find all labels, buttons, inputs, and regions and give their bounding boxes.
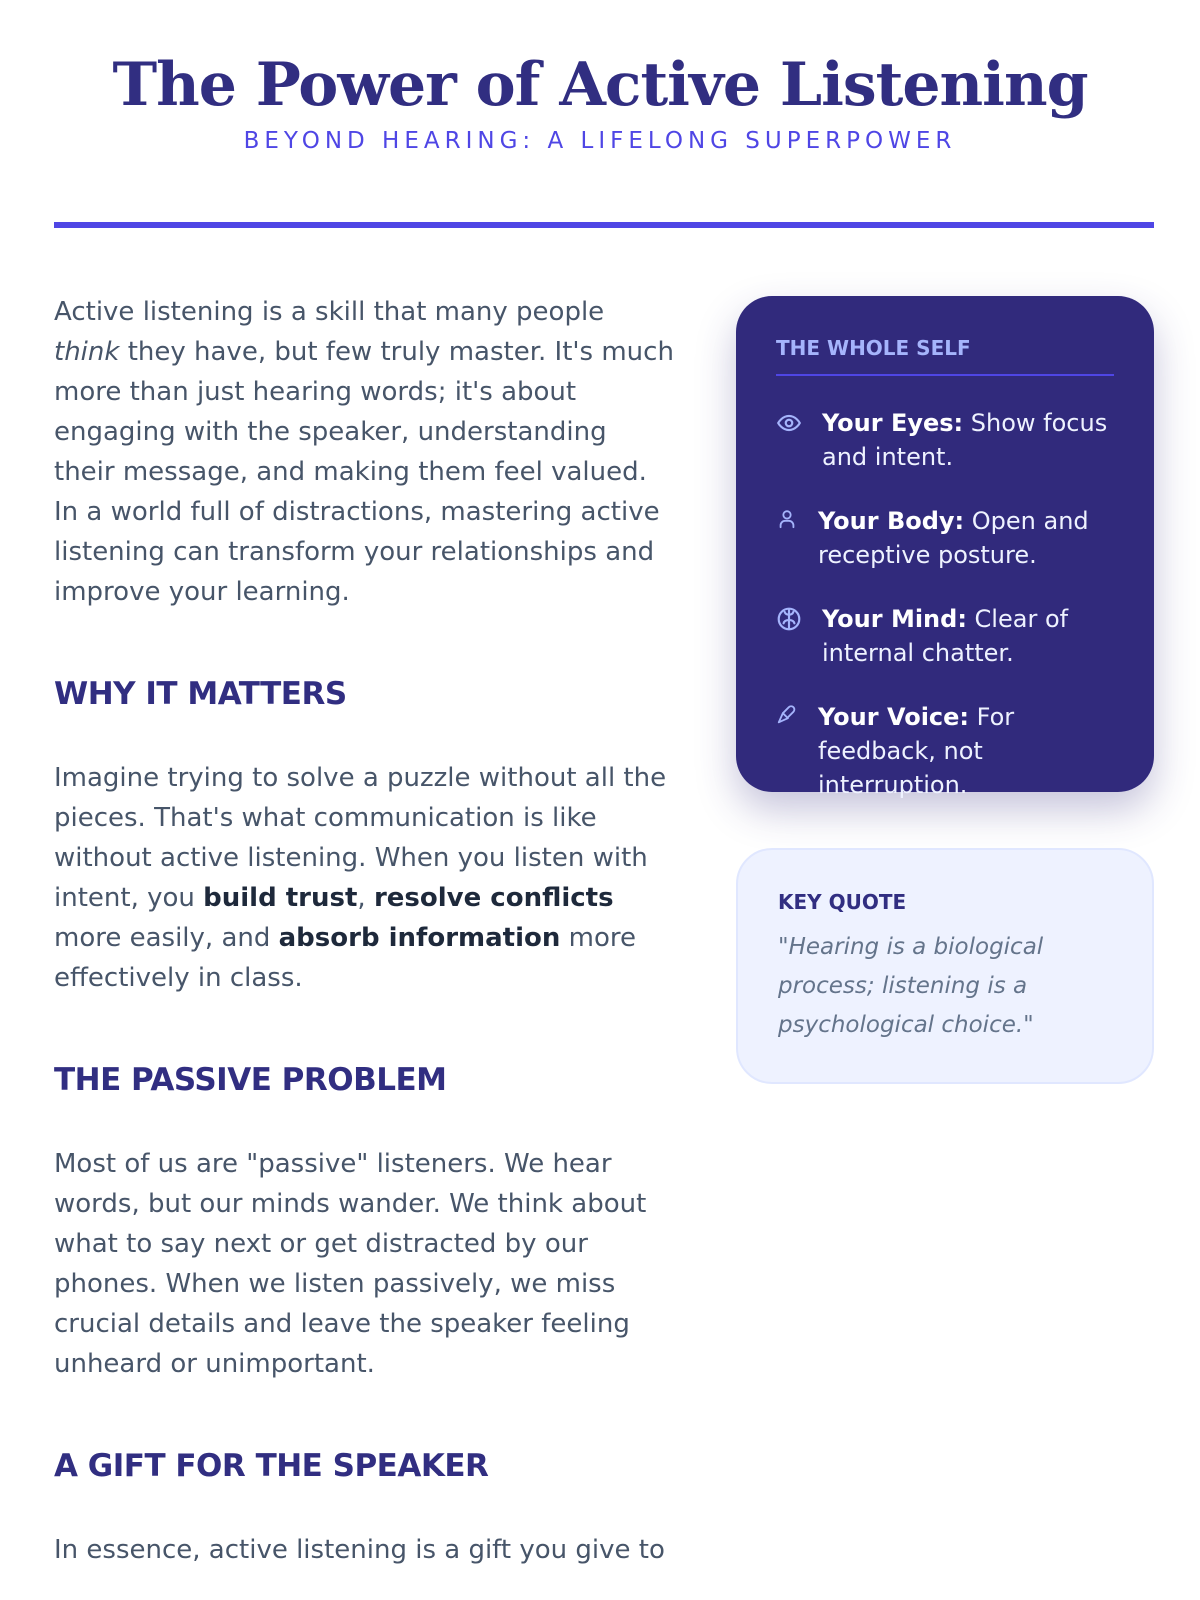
why-text-2: more easily, and [54, 923, 279, 953]
why-bold-2: resolve conflicts [373, 883, 614, 913]
whole-self-text-body [818, 504, 1114, 572]
section-heading-why-it-matters: WHY IT MATTERS [54, 676, 347, 712]
body-description: Open and receptive posture. [818, 507, 1089, 569]
key-quote-card [736, 848, 1154, 1084]
gift-paragraph: In essence, active listening is a gift you give to [54, 1535, 665, 1565]
mind-description: Clear of internal chatter. [822, 605, 1069, 667]
body-label: Your Body: [818, 507, 965, 535]
eye-icon [776, 410, 802, 436]
eyes-description: Show focus and intent. [822, 409, 1108, 471]
whole-self-title: THE WHOLE SELF [776, 336, 1114, 376]
section-heading-gift-for-speaker: A GIFT FOR THE SPEAKER [54, 1448, 489, 1484]
key-quote-title: KEY QUOTE [778, 890, 907, 914]
intro-paragraph [54, 292, 674, 612]
passive-problem-paragraph: Most of us are "passive" listeners. We hear words, but our minds wander. We think about what to say next or get distracted by our phones. When we listen passively, we miss crucial details and leave the speaker feeling unheard or unimportant. [54, 1149, 647, 1379]
intro-text-2: they have, but few truly master. It's much more than just hearing words; it's about engaging with the speaker, understanding their message, and making them feel valued. In a world full of distractions, mastering active listening can transform your relationships and improve your learning. [54, 337, 674, 607]
why-bold-1: build trust [203, 883, 358, 913]
person-icon [776, 508, 798, 530]
why-bold-3: absorb information [278, 923, 561, 953]
header-divider [54, 222, 1154, 228]
voice-description: For feedback, not interruption. [818, 703, 1015, 799]
why-it-matters-paragraph [54, 758, 674, 998]
page-title: The Power of Active Listening [112, 50, 1088, 120]
whole-self-item-mind [776, 602, 1114, 670]
intro-text-1: Active listening is a skill that many people [54, 297, 605, 327]
why-sep-1: , [357, 883, 374, 913]
page-header [0, 0, 1200, 154]
key-quote-text: "Hearing is a biological process; listening is a psychological choice." [778, 934, 1044, 1038]
whole-self-item-body [776, 504, 1114, 572]
why-text-3: more effectively in class. [54, 923, 637, 993]
intro-emphasis: think [54, 337, 120, 367]
whole-self-card [736, 296, 1154, 799]
section-heading-passive-problem: THE PASSIVE PROBLEM [54, 1062, 447, 1098]
voice-label: Your Voice: [818, 703, 970, 731]
microphone-icon [776, 704, 798, 726]
whole-self-text-eyes [822, 406, 1114, 474]
page-subtitle: BEYOND HEARING: A LIFELONG SUPERPOWER [243, 128, 957, 154]
main-content [54, 292, 674, 1570]
whole-self-item-voice [776, 700, 1114, 802]
whole-self-text-mind [822, 602, 1114, 670]
why-text-1: Imagine trying to solve a puzzle without all the pieces. That's what communication is like without active listening. When you listen with intent, you [54, 763, 667, 913]
whole-self-item-eyes [776, 406, 1114, 474]
brain-icon [776, 606, 802, 632]
whole-self-text-voice [818, 700, 1114, 802]
eyes-label: Your Eyes: [822, 409, 964, 437]
mind-label: Your Mind: [822, 605, 967, 633]
